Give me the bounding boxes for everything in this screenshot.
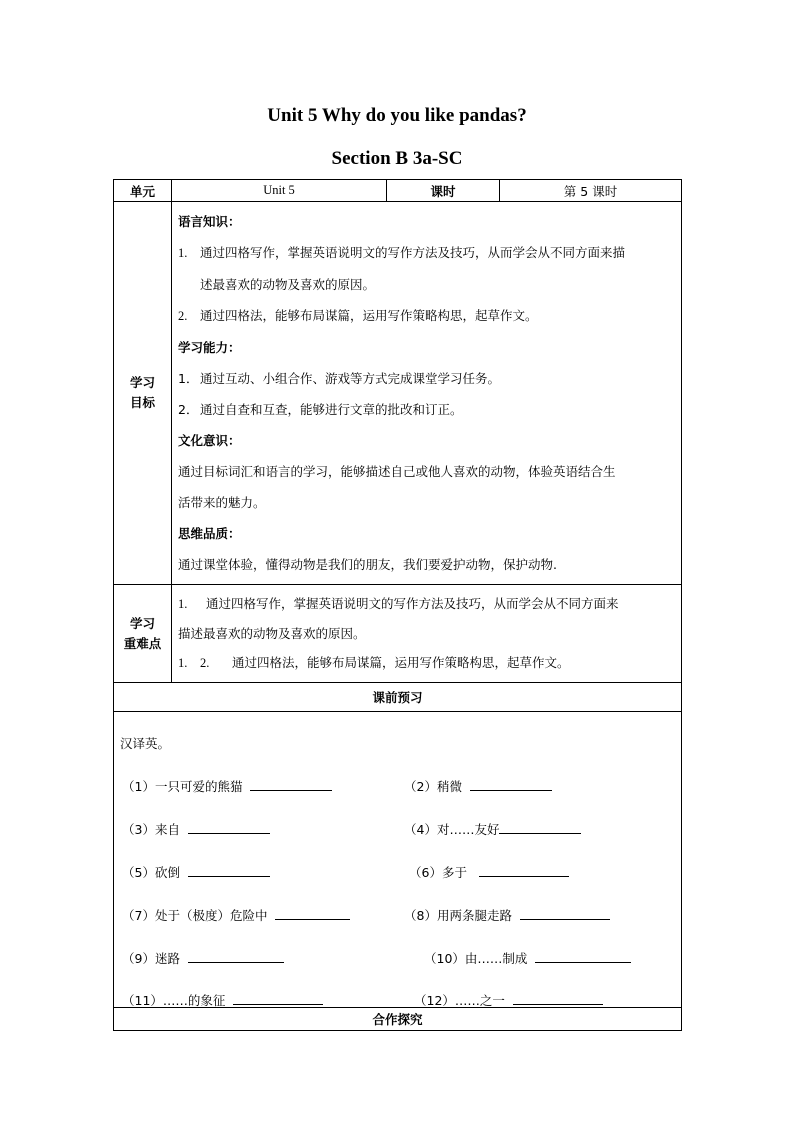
preview-heading: 课前预习 bbox=[114, 683, 682, 712]
page-title: Unit 5 Why do you like pandas? bbox=[267, 105, 527, 126]
preview-item-6: （6）多于 bbox=[409, 863, 569, 881]
answer-blank[interactable] bbox=[275, 907, 350, 920]
key-point-1-cont: 描述最喜欢的动物及喜欢的原因。 bbox=[178, 626, 366, 641]
ability-item-2: 2． 通过自查和互查，能够进行文章的批改和订正。 bbox=[178, 402, 463, 417]
unit-value: Unit 5 bbox=[172, 180, 387, 202]
key-points-content bbox=[172, 585, 682, 683]
key-points-row bbox=[114, 585, 682, 683]
header-row bbox=[114, 180, 682, 202]
preview-item-11: （11）……的象征 bbox=[122, 991, 323, 1009]
preview-item-7: （7）处于（极度）危险中 bbox=[122, 906, 350, 924]
key-point-2: 1. 2. 通过四格法，能够布局谋篇，运用写作策略构思，起草作文。 bbox=[178, 655, 570, 670]
language-item-1-cont: 述最喜欢的动物及喜欢的原因。 bbox=[200, 277, 376, 292]
ability-heading: 学习能力： bbox=[178, 340, 241, 355]
period-label: 课时 bbox=[387, 180, 500, 202]
preview-instruction: 汉译英。 bbox=[120, 736, 171, 751]
answer-blank[interactable] bbox=[520, 907, 610, 920]
preview-item-2: （2）稍微 bbox=[404, 777, 552, 795]
answer-blank[interactable] bbox=[188, 864, 270, 877]
answer-blank[interactable] bbox=[535, 950, 631, 963]
preview-item-10: （10）由……制成 bbox=[424, 949, 631, 967]
answer-blank[interactable] bbox=[233, 992, 323, 1005]
objectives-label-line2: 目标 bbox=[129, 395, 155, 410]
culture-heading: 文化意识： bbox=[178, 433, 241, 448]
preview-item-12: （12）……之一 bbox=[414, 991, 603, 1009]
preview-content bbox=[114, 712, 682, 1008]
answer-blank[interactable] bbox=[513, 992, 603, 1005]
answer-blank[interactable] bbox=[188, 821, 270, 834]
answer-blank[interactable] bbox=[479, 864, 569, 877]
thinking-text: 通过课堂体验，懂得动物是我们的朋友，我们要爱护动物，保护动物. bbox=[178, 557, 557, 572]
key-points-label-line2: 重难点 bbox=[123, 635, 162, 651]
answer-blank[interactable] bbox=[499, 821, 581, 834]
unit-label: 单元 bbox=[114, 180, 172, 202]
objectives-label-line1: 学习 bbox=[129, 375, 155, 390]
key-points-label bbox=[114, 585, 172, 683]
language-heading: 语言知识： bbox=[178, 214, 241, 229]
answer-blank[interactable] bbox=[470, 778, 552, 791]
preview-row bbox=[114, 712, 682, 1008]
preview-item-9: （9）迷路 bbox=[122, 949, 284, 967]
thinking-heading: 思维品质： bbox=[178, 526, 241, 541]
preview-heading-row bbox=[114, 683, 682, 712]
key-point-1: 1. 通过四格写作，掌握英语说明文的写作方法及技巧，从而学会从不同方面来 bbox=[178, 596, 619, 611]
objectives-content bbox=[172, 202, 682, 585]
lesson-plan-table bbox=[113, 179, 682, 1031]
language-item-1: 1. 通过四格写作，掌握英语说明文的写作方法及技巧，从而学会从不同方面来描 bbox=[178, 245, 626, 260]
period-value: 第 5 课时 bbox=[500, 180, 682, 202]
objectives-row bbox=[114, 202, 682, 585]
preview-item-1: （1）一只可爱的熊猫 bbox=[122, 777, 332, 795]
objectives-label bbox=[114, 202, 172, 585]
answer-blank[interactable] bbox=[250, 778, 332, 791]
cooperation-heading-row bbox=[114, 1008, 682, 1031]
language-item-2: 2. 通过四格法，能够布局谋篇，运用写作策略构思，起草作文。 bbox=[178, 308, 538, 323]
culture-text-2: 活带来的魅力。 bbox=[178, 495, 266, 510]
page-subtitle: Section B 3a-SC bbox=[331, 148, 463, 169]
answer-blank[interactable] bbox=[188, 950, 284, 963]
preview-item-5: （5）砍倒 bbox=[122, 863, 270, 881]
culture-text-1: 通过目标词汇和语言的学习，能够描述自己或他人喜欢的动物，体验英语结合生 bbox=[178, 464, 616, 479]
cooperation-heading: 合作探究 bbox=[114, 1008, 682, 1031]
preview-item-8: （8）用两条腿走路 bbox=[404, 906, 610, 924]
key-points-label-line1: 学习 bbox=[129, 615, 155, 631]
ability-item-1: 1． 通过互动、小组合作、游戏等方式完成课堂学习任务。 bbox=[178, 371, 501, 386]
preview-item-4: （4）对……友好 bbox=[404, 820, 581, 838]
preview-item-3: （3）来自 bbox=[122, 820, 270, 838]
